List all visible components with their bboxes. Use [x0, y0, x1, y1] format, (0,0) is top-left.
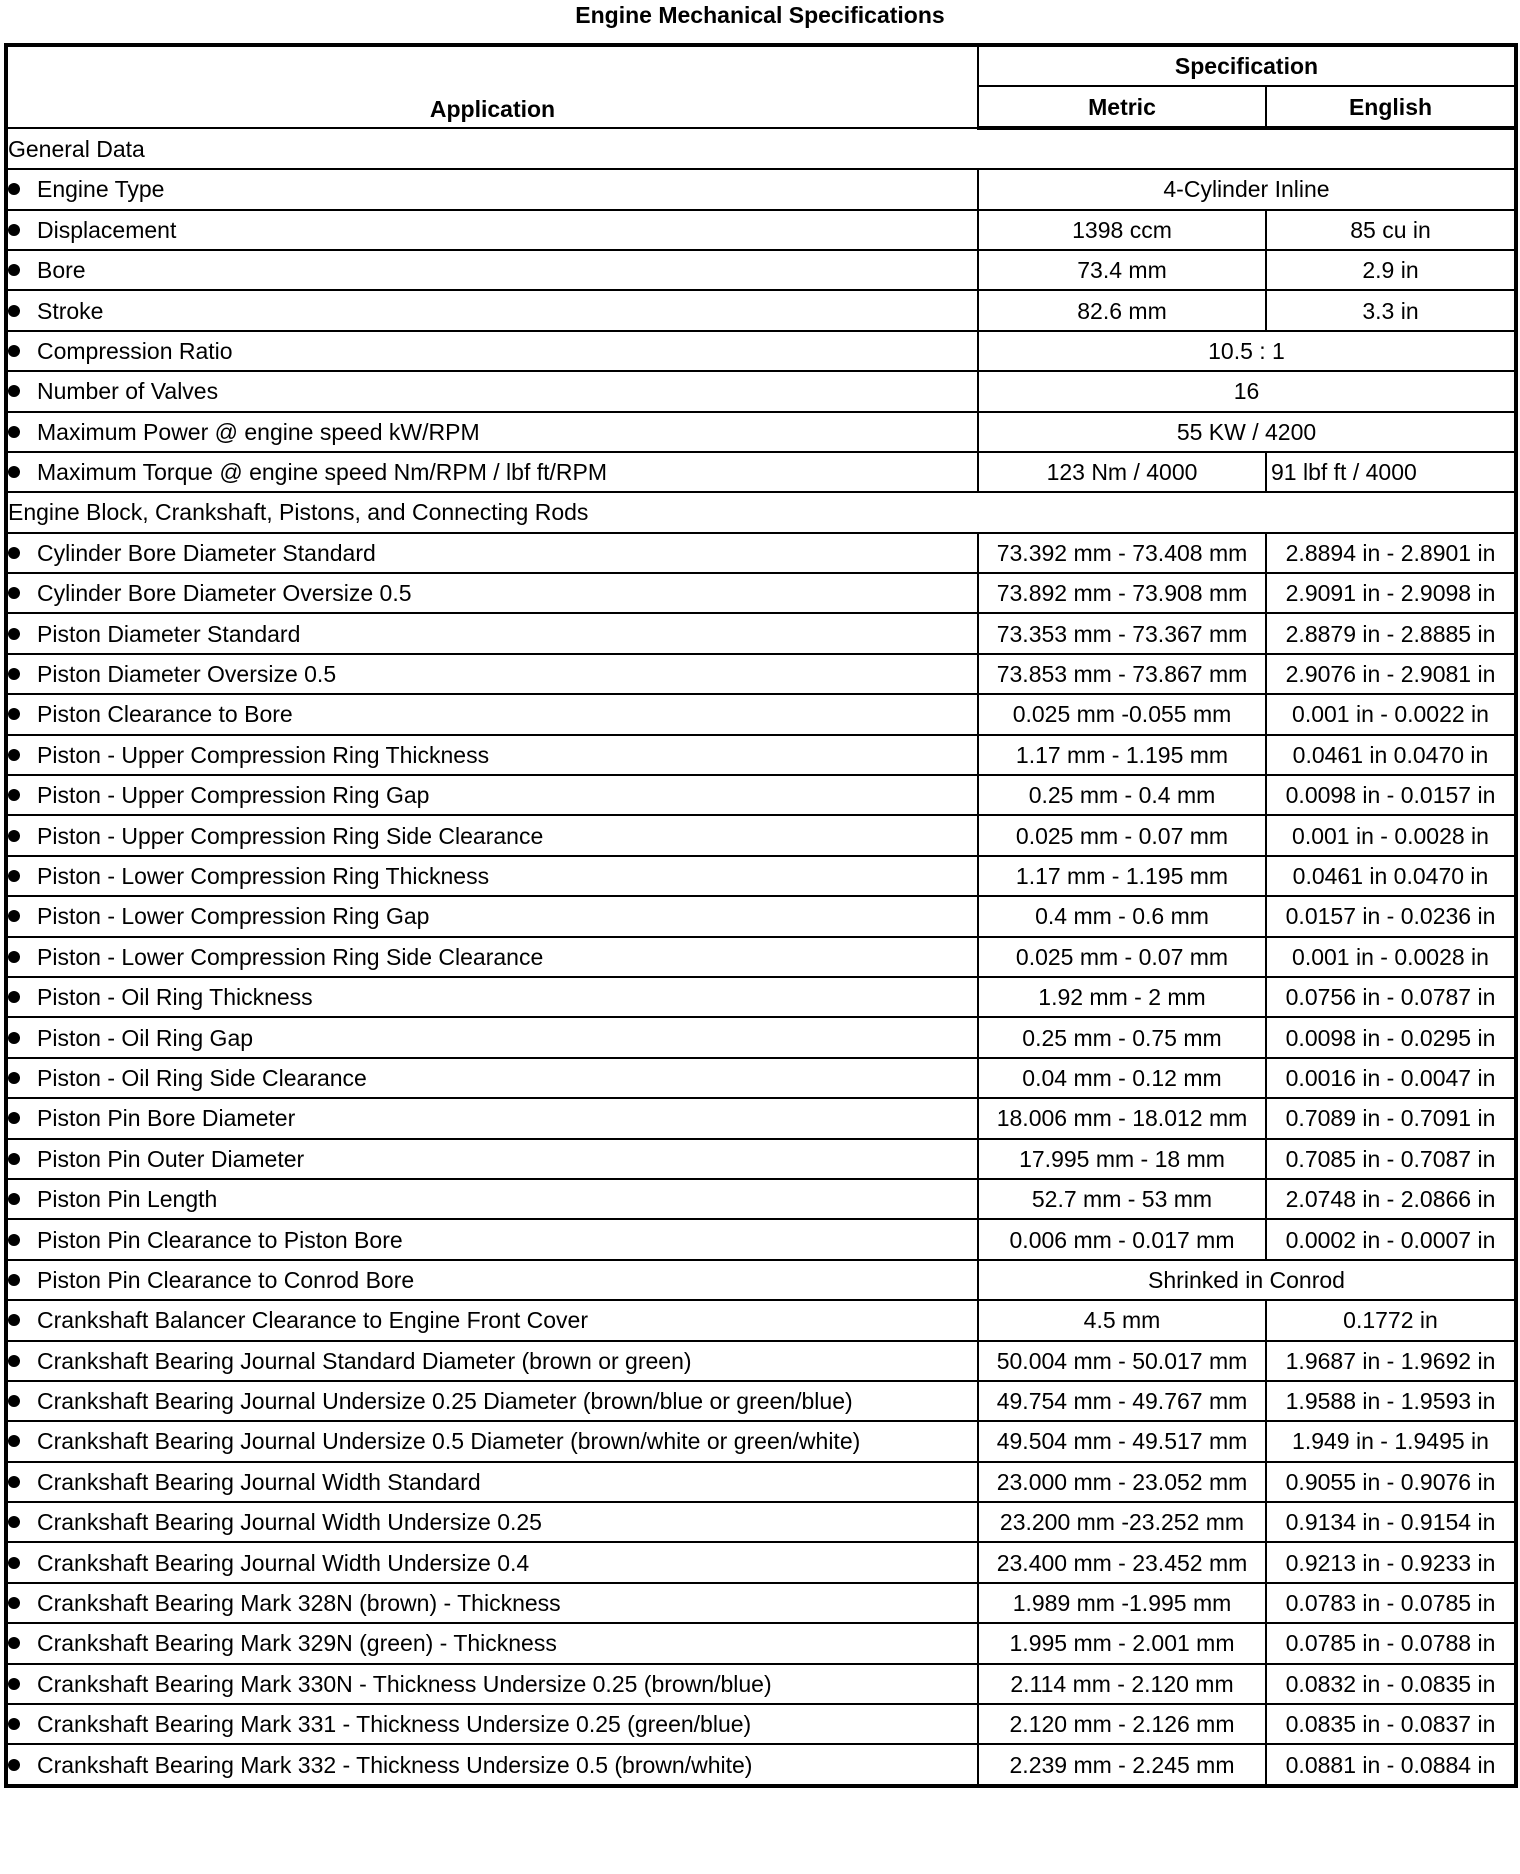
application-label: Piston - Lower Compression Ring Side Clearance	[37, 943, 544, 970]
application-label: Piston Pin Length	[37, 1186, 218, 1213]
specification-value-cell: 16	[978, 371, 1516, 411]
application-label: Piston Pin Outer Diameter	[37, 1145, 305, 1172]
table-row	[6, 694, 1516, 734]
application-label: Crankshaft Bearing Mark 331 - Thickness Undersize 0.25 (green/blue)	[37, 1711, 752, 1738]
application-cell	[6, 1098, 978, 1138]
application-label: Piston Pin Bore Diameter	[37, 1105, 296, 1132]
application-cell	[6, 533, 978, 573]
metric-value-cell: 23.200 mm -23.252 mm	[978, 1502, 1266, 1542]
metric-value-cell: 0.006 mm - 0.017 mm	[978, 1219, 1266, 1259]
application-cell	[6, 1542, 978, 1582]
metric-value-cell: 82.6 mm	[978, 290, 1266, 330]
table-row	[6, 452, 1516, 492]
application-cell	[6, 1381, 978, 1421]
table-row	[6, 735, 1516, 775]
application-label: Piston Diameter Standard	[37, 620, 301, 647]
table-row	[6, 573, 1516, 613]
bullet-dot-icon	[8, 587, 20, 599]
english-value-cell: 2.8879 in - 2.8885 in	[1266, 613, 1516, 653]
table-row	[6, 815, 1516, 855]
english-value-cell: 0.0461 in 0.0470 in	[1266, 856, 1516, 896]
application-label: Piston - Oil Ring Gap	[37, 1024, 254, 1051]
application-label: Piston - Upper Compression Ring Gap	[37, 782, 430, 809]
english-value-cell: 0.9055 in - 0.9076 in	[1266, 1462, 1516, 1502]
application-label: Piston Pin Clearance to Piston Bore	[37, 1226, 403, 1253]
table-row	[6, 1139, 1516, 1179]
application-cell	[6, 1058, 978, 1098]
application-label: Piston - Oil Ring Thickness	[37, 984, 313, 1011]
bullet-dot-icon	[8, 628, 20, 640]
english-value-cell: 91 lbf ft / 4000	[1266, 452, 1516, 492]
bullet-dot-icon	[8, 183, 20, 195]
header-english: English	[1266, 86, 1516, 127]
metric-value-cell: 4.5 mm	[978, 1300, 1266, 1340]
english-value-cell: 0.0016 in - 0.0047 in	[1266, 1058, 1516, 1098]
application-label: Piston Pin Clearance to Conrod Bore	[37, 1266, 415, 1293]
application-label: Engine Type	[37, 176, 165, 203]
english-value-cell: 0.0835 in - 0.0837 in	[1266, 1704, 1516, 1744]
bullet-dot-icon	[8, 1557, 20, 1569]
bullet-dot-icon	[8, 830, 20, 842]
table-row	[6, 331, 1516, 371]
table-row	[6, 856, 1516, 896]
table-row	[6, 1583, 1516, 1623]
application-label: Crankshaft Bearing Journal Width Undersize 0.25	[37, 1509, 542, 1536]
metric-value-cell: 23.400 mm - 23.452 mm	[978, 1542, 1266, 1582]
section-title: Engine Block, Crankshaft, Pistons, and Connecting Rods	[6, 492, 1516, 532]
table-row	[6, 1623, 1516, 1663]
application-cell	[6, 371, 978, 411]
application-label: Piston Clearance to Bore	[37, 701, 293, 728]
application-cell	[6, 937, 978, 977]
bullet-dot-icon	[8, 1597, 20, 1609]
english-value-cell: 0.0756 in - 0.0787 in	[1266, 977, 1516, 1017]
english-value-cell: 0.001 in - 0.0022 in	[1266, 694, 1516, 734]
table-row	[6, 1058, 1516, 1098]
application-cell	[6, 1704, 978, 1744]
application-cell	[6, 169, 978, 209]
english-value-cell: 0.1772 in	[1266, 1300, 1516, 1340]
bullet-dot-icon	[8, 910, 20, 922]
application-cell	[6, 573, 978, 613]
bullet-dot-icon	[8, 1193, 20, 1205]
metric-value-cell: 1398 ccm	[978, 210, 1266, 250]
application-cell	[6, 210, 978, 250]
application-label: Piston Diameter Oversize 0.5	[37, 661, 337, 688]
table-row	[6, 1462, 1516, 1502]
section-header-row	[6, 128, 1516, 169]
metric-value-cell: 0.025 mm -0.055 mm	[978, 694, 1266, 734]
table-row	[6, 290, 1516, 330]
header-specification: Specification	[978, 45, 1516, 86]
table-row	[6, 210, 1516, 250]
bullet-dot-icon	[8, 345, 20, 357]
english-value-cell: 0.0461 in 0.0470 in	[1266, 735, 1516, 775]
bullet-dot-icon	[8, 224, 20, 236]
table-row	[6, 937, 1516, 977]
metric-value-cell: 2.114 mm - 2.120 mm	[978, 1664, 1266, 1704]
english-value-cell: 0.7089 in - 0.7091 in	[1266, 1098, 1516, 1138]
table-row	[6, 1381, 1516, 1421]
english-value-cell: 0.9213 in - 0.9233 in	[1266, 1542, 1516, 1582]
bullet-dot-icon	[8, 1516, 20, 1528]
metric-value-cell: 73.853 mm - 73.867 mm	[978, 654, 1266, 694]
english-value-cell: 0.0157 in - 0.0236 in	[1266, 896, 1516, 936]
bullet-dot-icon	[8, 1112, 20, 1124]
english-value-cell: 0.0832 in - 0.0835 in	[1266, 1664, 1516, 1704]
metric-value-cell: 73.392 mm - 73.408 mm	[978, 533, 1266, 573]
page-title: Engine Mechanical Specifications	[575, 2, 945, 28]
application-cell	[6, 1462, 978, 1502]
table-row	[6, 1664, 1516, 1704]
application-cell	[6, 856, 978, 896]
application-cell	[6, 1139, 978, 1179]
table-row	[6, 1098, 1516, 1138]
bullet-dot-icon	[8, 668, 20, 680]
specification-value-cell: Shrinked in Conrod	[978, 1260, 1516, 1300]
bullet-dot-icon	[8, 1355, 20, 1367]
table-body	[6, 128, 1516, 1786]
bullet-dot-icon	[8, 1274, 20, 1286]
metric-value-cell: 0.025 mm - 0.07 mm	[978, 815, 1266, 855]
metric-value-cell: 1.989 mm -1.995 mm	[978, 1583, 1266, 1623]
english-value-cell: 0.001 in - 0.0028 in	[1266, 937, 1516, 977]
application-cell	[6, 977, 978, 1017]
bullet-dot-icon	[8, 1678, 20, 1690]
application-cell	[6, 694, 978, 734]
metric-value-cell: 1.17 mm - 1.195 mm	[978, 735, 1266, 775]
metric-value-cell: 0.04 mm - 0.12 mm	[978, 1058, 1266, 1098]
english-value-cell: 0.7085 in - 0.7087 in	[1266, 1139, 1516, 1179]
table-row	[6, 1300, 1516, 1340]
application-cell	[6, 290, 978, 330]
application-label: Cylinder Bore Diameter Oversize 0.5	[37, 580, 412, 607]
english-value-cell: 1.9588 in - 1.9593 in	[1266, 1381, 1516, 1421]
english-value-cell: 85 cu in	[1266, 210, 1516, 250]
english-value-cell: 0.0098 in - 0.0295 in	[1266, 1017, 1516, 1057]
section-header-row	[6, 492, 1516, 532]
metric-value-cell: 1.17 mm - 1.195 mm	[978, 856, 1266, 896]
metric-value-cell: 0.4 mm - 0.6 mm	[978, 896, 1266, 936]
bullet-dot-icon	[8, 547, 20, 559]
metric-value-cell: 0.25 mm - 0.75 mm	[978, 1017, 1266, 1057]
english-value-cell: 0.9134 in - 0.9154 in	[1266, 1502, 1516, 1542]
application-cell	[6, 1664, 978, 1704]
metric-value-cell: 1.995 mm - 2.001 mm	[978, 1623, 1266, 1663]
table-row	[6, 613, 1516, 653]
bullet-dot-icon	[8, 1234, 20, 1246]
metric-value-cell: 1.92 mm - 2 mm	[978, 977, 1266, 1017]
table-header	[6, 45, 1516, 128]
application-label: Piston - Oil Ring Side Clearance	[37, 1064, 367, 1091]
table-row	[6, 977, 1516, 1017]
application-label: Piston - Lower Compression Ring Gap	[37, 903, 430, 930]
application-cell	[6, 775, 978, 815]
bullet-dot-icon	[8, 1435, 20, 1447]
english-value-cell: 1.9687 in - 1.9692 in	[1266, 1341, 1516, 1381]
application-label: Compression Ratio	[37, 337, 233, 364]
application-cell	[6, 1017, 978, 1057]
application-cell	[6, 1502, 978, 1542]
application-label: Crankshaft Balancer Clearance to Engine Front Cover	[37, 1307, 589, 1334]
table-row	[6, 1179, 1516, 1219]
english-value-cell: 2.0748 in - 2.0866 in	[1266, 1179, 1516, 1219]
section-title: General Data	[6, 128, 1516, 169]
application-label: Piston - Lower Compression Ring Thickness	[37, 863, 490, 889]
bullet-dot-icon	[8, 1395, 20, 1407]
english-value-cell: 0.0785 in - 0.0788 in	[1266, 1623, 1516, 1663]
application-cell	[6, 1300, 978, 1340]
table-row	[6, 533, 1516, 573]
application-label: Stroke	[37, 297, 104, 324]
metric-value-cell: 49.754 mm - 49.767 mm	[978, 1381, 1266, 1421]
english-value-cell: 1.949 in - 1.9495 in	[1266, 1421, 1516, 1461]
metric-value-cell: 2.239 mm - 2.245 mm	[978, 1744, 1266, 1785]
table-row	[6, 412, 1516, 452]
metric-value-cell: 73.353 mm - 73.367 mm	[978, 613, 1266, 653]
table-row	[6, 1421, 1516, 1461]
bullet-dot-icon	[8, 426, 20, 438]
table-row	[6, 1502, 1516, 1542]
application-label: Crankshaft Bearing Journal Undersize 0.25 Diameter (brown/blue or green/blue)	[37, 1388, 853, 1415]
bullet-dot-icon	[8, 305, 20, 317]
table-row	[6, 1704, 1516, 1744]
application-cell	[6, 1260, 978, 1300]
application-label: Piston - Upper Compression Ring Thickness	[37, 741, 490, 768]
english-value-cell: 2.9076 in - 2.9081 in	[1266, 654, 1516, 694]
specification-value-cell: 55 KW / 4200	[978, 412, 1516, 452]
metric-value-cell: 52.7 mm - 53 mm	[978, 1179, 1266, 1219]
application-label: Cylinder Bore Diameter Standard	[37, 539, 376, 566]
application-label: Crankshaft Bearing Mark 330N - Thickness Undersize 0.25 (brown/blue)	[37, 1670, 772, 1697]
header-metric: Metric	[978, 86, 1266, 127]
metric-value-cell: 49.504 mm - 49.517 mm	[978, 1421, 1266, 1461]
application-cell	[6, 1744, 978, 1785]
bullet-dot-icon	[8, 1476, 20, 1488]
application-label: Bore	[37, 257, 86, 284]
application-label: Maximum Torque @ engine speed Nm/RPM / lbf ft/RPM	[37, 459, 608, 486]
bullet-dot-icon	[8, 789, 20, 801]
bullet-dot-icon	[8, 1718, 20, 1730]
bullet-dot-icon	[8, 466, 20, 478]
application-label: Number of Valves	[37, 378, 219, 405]
english-value-cell: 0.0783 in - 0.0785 in	[1266, 1583, 1516, 1623]
english-value-cell: 0.001 in - 0.0028 in	[1266, 815, 1516, 855]
bullet-dot-icon	[8, 1153, 20, 1165]
table-row	[6, 775, 1516, 815]
bullet-dot-icon	[8, 385, 20, 397]
table-row	[6, 1744, 1516, 1785]
application-cell	[6, 1341, 978, 1381]
table-row	[6, 169, 1516, 209]
application-label: Crankshaft Bearing Journal Width Undersize 0.4	[37, 1549, 530, 1576]
application-cell	[6, 452, 978, 492]
application-cell	[6, 1583, 978, 1623]
metric-value-cell: 0.25 mm - 0.4 mm	[978, 775, 1266, 815]
engine-specifications-table	[4, 43, 1518, 1788]
application-label: Crankshaft Bearing Journal Standard Diameter (brown or green)	[37, 1347, 692, 1374]
application-cell	[6, 331, 978, 371]
metric-value-cell: 23.000 mm - 23.052 mm	[978, 1462, 1266, 1502]
application-label: Crankshaft Bearing Mark 332 - Thickness Undersize 0.5 (brown/white)	[37, 1751, 753, 1778]
application-cell	[6, 1219, 978, 1259]
table-row	[6, 1542, 1516, 1582]
metric-value-cell: 18.006 mm - 18.012 mm	[978, 1098, 1266, 1138]
english-value-cell: 3.3 in	[1266, 290, 1516, 330]
table-row	[6, 896, 1516, 936]
english-value-cell: 0.0002 in - 0.0007 in	[1266, 1219, 1516, 1259]
english-value-cell: 0.0098 in - 0.0157 in	[1266, 775, 1516, 815]
application-cell	[6, 654, 978, 694]
metric-value-cell: 73.892 mm - 73.908 mm	[978, 573, 1266, 613]
bullet-dot-icon	[8, 991, 20, 1003]
application-cell	[6, 735, 978, 775]
application-label: Crankshaft Bearing Mark 329N (green) - Thickness	[37, 1630, 557, 1657]
bullet-dot-icon	[8, 1032, 20, 1044]
bullet-dot-icon	[8, 1637, 20, 1649]
metric-value-cell: 17.995 mm - 18 mm	[978, 1139, 1266, 1179]
english-value-cell: 2.8894 in - 2.8901 in	[1266, 533, 1516, 573]
english-value-cell: 2.9 in	[1266, 250, 1516, 290]
metric-value-cell: 123 Nm / 4000	[978, 452, 1266, 492]
table-row	[6, 654, 1516, 694]
application-label: Crankshaft Bearing Journal Undersize 0.5 Diameter (brown/white or green/white)	[37, 1428, 861, 1455]
application-label: Displacement	[37, 216, 177, 243]
bullet-dot-icon	[8, 264, 20, 276]
bullet-dot-icon	[8, 1759, 20, 1771]
application-cell	[6, 250, 978, 290]
metric-value-cell: 50.004 mm - 50.017 mm	[978, 1341, 1266, 1381]
application-cell	[6, 1421, 978, 1461]
table-row	[6, 1341, 1516, 1381]
bullet-dot-icon	[8, 708, 20, 720]
english-value-cell: 0.0881 in - 0.0884 in	[1266, 1744, 1516, 1785]
table-row	[6, 371, 1516, 411]
bullet-dot-icon	[8, 749, 20, 761]
bullet-dot-icon	[8, 870, 20, 882]
bullet-dot-icon	[8, 951, 20, 963]
specification-value-cell: 10.5 : 1	[978, 331, 1516, 371]
application-label: Crankshaft Bearing Journal Width Standard	[37, 1468, 481, 1495]
application-cell	[6, 1179, 978, 1219]
application-cell	[6, 1623, 978, 1663]
metric-value-cell: 2.120 mm - 2.126 mm	[978, 1704, 1266, 1744]
metric-value-cell: 73.4 mm	[978, 250, 1266, 290]
application-cell	[6, 412, 978, 452]
table-row	[6, 1219, 1516, 1259]
bullet-dot-icon	[8, 1314, 20, 1326]
application-label: Piston - Upper Compression Ring Side Clearance	[37, 822, 544, 849]
specification-value-cell: 4-Cylinder Inline	[978, 169, 1516, 209]
bullet-dot-icon	[8, 1072, 20, 1084]
application-cell	[6, 815, 978, 855]
application-label: Maximum Power @ engine speed kW/RPM	[37, 418, 480, 445]
table-row	[6, 1017, 1516, 1057]
table-row	[6, 250, 1516, 290]
metric-value-cell: 0.025 mm - 0.07 mm	[978, 937, 1266, 977]
application-label: Crankshaft Bearing Mark 328N (brown) - Thickness	[37, 1590, 561, 1617]
english-value-cell: 2.9091 in - 2.9098 in	[1266, 573, 1516, 613]
application-cell	[6, 613, 978, 653]
table-row	[6, 1260, 1516, 1300]
header-application: Application	[6, 45, 978, 128]
application-cell	[6, 896, 978, 936]
